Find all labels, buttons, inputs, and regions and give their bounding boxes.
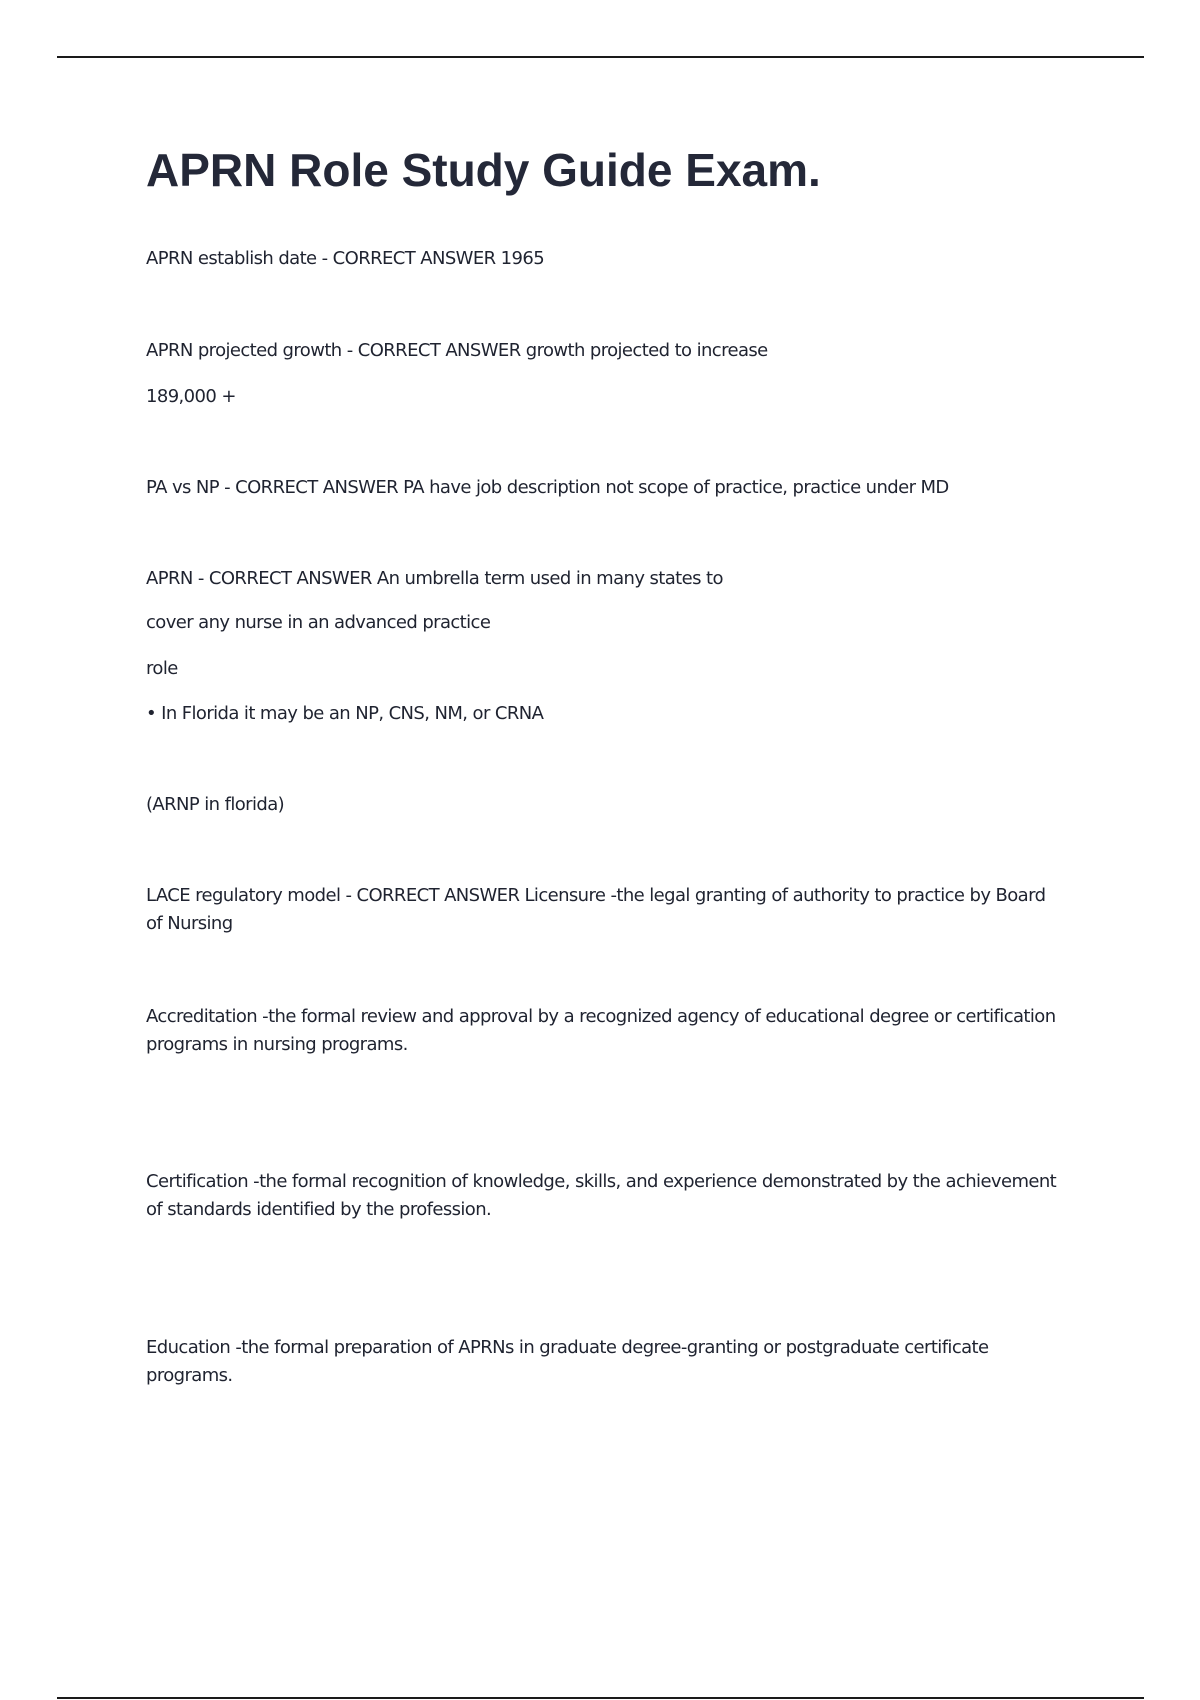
bottom-rule bbox=[57, 1697, 1144, 1699]
qa-pa-vs-np: PA vs NP - CORRECT ANSWER PA have job description not scope of practice, practice under MD bbox=[146, 477, 949, 498]
qa-aprn-definition-role: role bbox=[146, 658, 178, 679]
top-rule bbox=[57, 56, 1144, 58]
qa-aprn-definition-cont: cover any nurse in an advanced practice bbox=[146, 612, 491, 633]
qa-lace-licensure: LACE regulatory model - CORRECT ANSWER Licensure -the legal granting of authority to practice by Board of Nursing bbox=[146, 885, 1046, 934]
qa-establish-date: APRN establish date - CORRECT ANSWER 1965 bbox=[146, 248, 545, 269]
qa-lace-certification: Certification -the formal recognition of knowledge, skills, and experience demonstrated by the achievement of standards identified by the profession. bbox=[146, 1171, 1057, 1220]
document-title: APRN Role Study Guide Exam. bbox=[146, 144, 821, 196]
qa-projected-growth-value: 189,000 + bbox=[146, 386, 236, 407]
qa-projected-growth: APRN projected growth - CORRECT ANSWER growth projected to increase bbox=[146, 340, 768, 361]
qa-aprn-florida-bullet: • In Florida it may be an NP, CNS, NM, or CRNA bbox=[146, 703, 544, 724]
qa-lace-accreditation: Accreditation -the formal review and approval by a recognized agency of educational degree or certification programs in nursing programs. bbox=[146, 1006, 1056, 1055]
qa-arnp-florida: (ARNP in florida) bbox=[146, 794, 285, 815]
qa-aprn-definition: APRN - CORRECT ANSWER An umbrella term used in many states to bbox=[146, 568, 723, 589]
qa-lace-education: Education -the formal preparation of APRNs in graduate degree-granting or postgraduate certificate programs. bbox=[146, 1337, 989, 1386]
